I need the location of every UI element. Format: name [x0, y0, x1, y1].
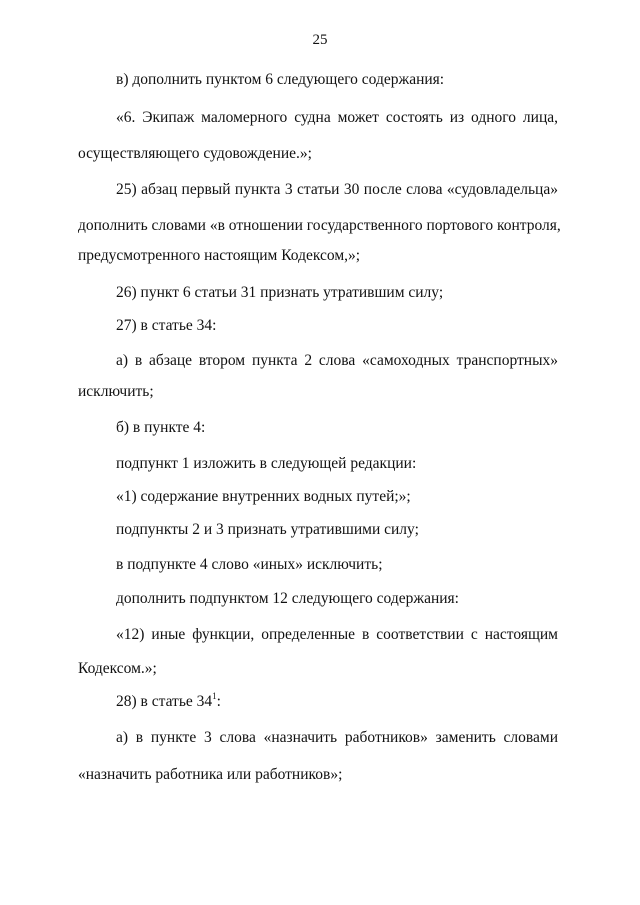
text-line: в подпункте 4 слово «иных» исключить;	[116, 556, 383, 573]
text-line-with-superscript	[116, 690, 558, 711]
text-line: «назначить работника или работников»;	[78, 766, 343, 783]
text-line: 28) в статье 34	[116, 693, 213, 710]
text-line: «1) содержание внутренних водных путей;»;	[116, 488, 411, 505]
text-line: дополнить подпунктом 12 следующего содержания:	[116, 590, 459, 607]
text-line: в) дополнить пунктом 6 следующего содержания:	[116, 71, 445, 88]
text-line: подпункт 1 изложить в следующей редакции:	[116, 455, 417, 472]
text-line: предусмотренного настоящим Кодексом,»;	[78, 247, 361, 264]
page-number: 25	[312, 32, 328, 48]
line-suffix: :	[216, 693, 221, 710]
text-line: а) в пункте 3 слова «назначить работников» заменить словами	[116, 729, 558, 746]
text-line: «6. Экипаж маломерного судна может состоять из одного лица,	[116, 109, 558, 126]
text-line: 26) пункт 6 статьи 31 признать утратившим силу;	[116, 284, 444, 301]
superscript: 1	[212, 690, 217, 701]
text-line: а) в абзаце втором пункта 2 слова «самоходных транспортных»	[116, 352, 558, 369]
text-line: «12) иные функции, определенные в соответствии с настоящим	[116, 626, 558, 643]
text-line: дополнить словами «в отношении государственного портового контроля,	[78, 217, 561, 234]
text-line: Кодексом.»;	[78, 660, 157, 677]
text-line: 27) в статье 34:	[116, 317, 217, 334]
text-line: подпункты 2 и 3 признать утратившими силу;	[116, 521, 419, 538]
text-line: 25) абзац первый пункта 3 статьи 30 после слова «судовладельца»	[116, 181, 558, 198]
text-line: осуществляющего судовождение.»;	[78, 145, 312, 162]
text-line: исключить;	[78, 383, 154, 400]
text-line: б) в пункте 4:	[116, 419, 206, 436]
